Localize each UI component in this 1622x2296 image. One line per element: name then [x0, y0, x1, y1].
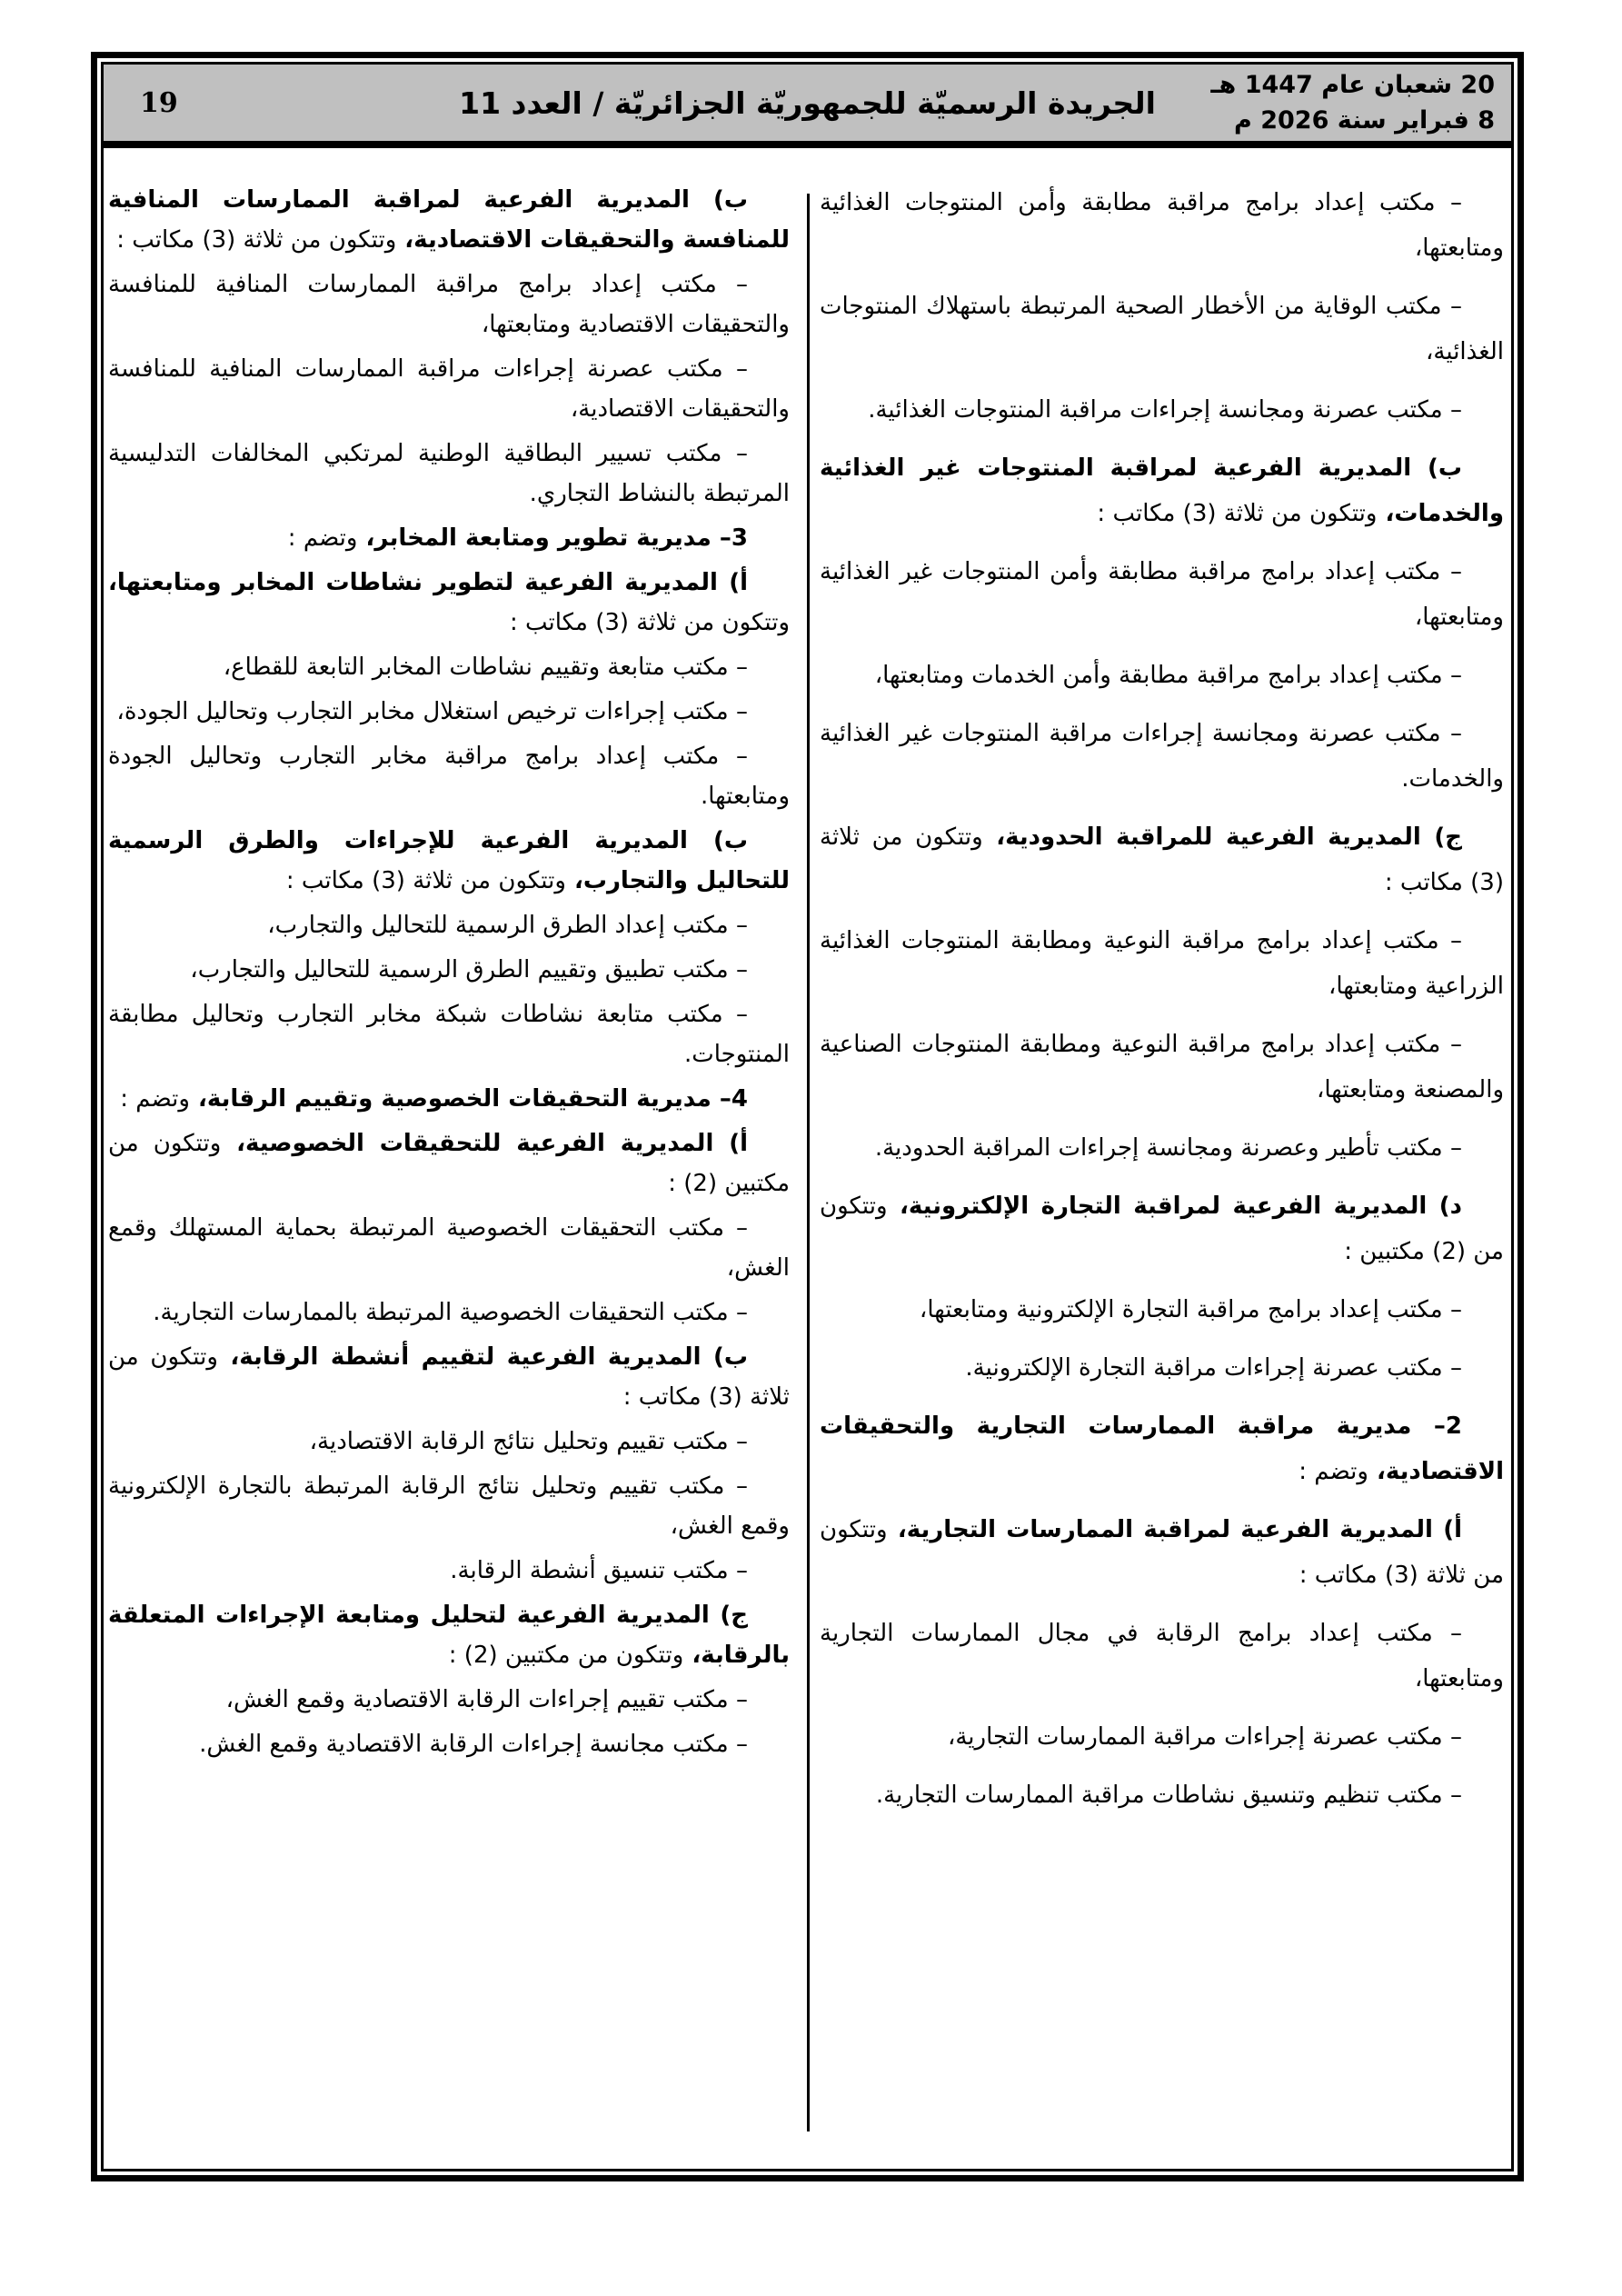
- office-bullet: – مكتب إعداد برامج مراقبة مطابقة وأمن الخدمات ومتابعتها،: [874, 662, 1462, 689]
- section-heading: ب) المديرية الفرعية لمراقبة المنتوجات غير الغذائية والخدمات، وتتكون من ثلاثة (3) مكاتب :: [820, 454, 1504, 527]
- office-bullet: – مكتب تنسيق أنشطة الرقابة.: [450, 1557, 748, 1584]
- office-bullet: – مكتب تنظيم وتنسيق نشاطات مراقبة الممارسات التجارية.: [875, 1782, 1462, 1809]
- section-heading: 3– مديرية تطوير ومتابعة المخابر، وتضم :: [287, 524, 748, 552]
- heading-bold-lead: ب) المديرية الفرعية للإجراءات والطرق الرسمية للتحاليل والتجارب،: [108, 827, 790, 894]
- section-heading: أ) المديرية الفرعية لمراقبة الممارسات التجارية، وتتكون من ثلاثة (3) مكاتب :: [820, 1516, 1504, 1589]
- office-bullet: – مكتب إعداد الطرق الرسمية للتحاليل والتجارب،: [267, 912, 748, 939]
- page-number: 19: [140, 86, 178, 119]
- office-bullet: – مكتب التحقيقات الخصوصية المرتبطة بحماية المستهلك وقمع الغش،: [108, 1214, 790, 1282]
- office-bullet: – مكتب إعداد برامج مراقبة مطابقة وأمن المنتوجات الغذائية ومتابعتها،: [820, 189, 1504, 262]
- office-bullet: – مكتب إعداد برامج مراقبة النوعية ومطابقة المنتوجات الصناعية والمصنعة ومتابعتها،: [820, 1031, 1504, 1103]
- office-bullet: – مكتب مجانسة إجراءات الرقابة الاقتصادية وقمع الغش.: [199, 1731, 748, 1758]
- section-heading: ب) المديرية الفرعية لمراقبة الممارسات المنافية للمنافسة والتحقيقات الاقتصادية، وتتكون من ثلاثة (3) مكاتب :: [108, 186, 790, 254]
- heading-bold-lead: ب) المديرية الفرعية لمراقبة المنتوجات غير الغذائية والخدمات،: [820, 454, 1504, 527]
- office-bullet: – مكتب إعداد برامج مراقبة مطابقة وأمن المنتوجات غير الغذائية ومتابعتها،: [820, 558, 1504, 631]
- office-bullet: – مكتب عصرنة إجراءات مراقبة الممارسات المنافية للمنافسة والتحقيقات الاقتصادية،: [108, 355, 790, 423]
- heading-bold-lead: أ) المديرية الفرعية للتحقيقات الخصوصية،: [221, 1130, 749, 1157]
- office-bullet: – مكتب متابعة نشاطات شبكة مخابر التجارب وتحاليل مطابقة المنتوجات.: [108, 1001, 790, 1068]
- office-bullet: – مكتب الوقاية من الأخطار الصحية المرتبطة باستهلاك المنتوجات الغذائية،: [820, 293, 1504, 365]
- office-bullet: – مكتب تقييم وتحليل نتائج الرقابة الاقتصادية،: [309, 1428, 748, 1455]
- heading-bold-lead: ب) المديرية الفرعية لمراقبة الممارسات المنافية للمنافسة والتحقيقات الاقتصادية،: [108, 186, 790, 254]
- office-bullet: – مكتب إجراءات ترخيص استغلال مخابر التجارب وتحاليل الجودة،: [116, 698, 748, 725]
- section-heading: 2– مديرية مراقبة الممارسات التجارية والتحقيقات الاقتصادية، وتضم :: [820, 1413, 1504, 1485]
- heading-bold-lead: ب) المديرية الفرعية لتقييم أنشطة الرقابة،: [217, 1343, 748, 1371]
- journal-title: الجريدة الرسميّة للجمهوريّة الجزائريّة / العدد 11: [459, 85, 1156, 121]
- heading-bold-lead: 2– مديرية مراقبة الممارسات التجارية والتحقيقات الاقتصادية،: [820, 1413, 1504, 1485]
- section-heading: ب) المديرية الفرعية للإجراءات والطرق الرسمية للتحاليل والتجارب، وتتكون من ثلاثة (3) مكاتب :: [108, 827, 790, 894]
- section-heading: ب) المديرية الفرعية لتقييم أنشطة الرقابة، وتتكون من ثلاثة (3) مكاتب :: [108, 1343, 790, 1411]
- page-header: [104, 65, 1511, 148]
- office-bullet: – مكتب عصرنة إجراءات مراقبة الممارسات التجارية،: [947, 1723, 1462, 1751]
- left-column: [108, 180, 790, 2143]
- office-bullet: – مكتب تقييم إجراءات الرقابة الاقتصادية وقمع الغش،: [225, 1686, 748, 1713]
- section-heading: أ) المديرية الفرعية للتحقيقات الخصوصية، وتتكون من مكتبين (2) :: [108, 1130, 790, 1197]
- office-bullet: – مكتب تأطير وعصرنة ومجانسة إجراءات المراقبة الحدودية.: [874, 1134, 1462, 1162]
- office-bullet: – مكتب تقييم وتحليل نتائج الرقابة المرتبطة بالتجارة الإلكترونية وقمع الغش،: [108, 1472, 790, 1540]
- office-bullet: – مكتب إعداد برامج مراقبة مخابر التجارب وتحاليل الجودة ومتابعتها.: [108, 743, 790, 810]
- section-heading: ج) المديرية الفرعية للمراقبة الحدودية، وتتكون من ثلاثة (3) مكاتب :: [820, 824, 1504, 896]
- office-bullet: – مكتب إعداد برامج مراقبة الممارسات المنافية للمنافسة والتحقيقات الاقتصادية ومتابعتها،: [108, 271, 790, 338]
- section-heading: د) المديرية الفرعية لمراقبة التجارة الإلكترونية، وتتكون من (2) مكتبين :: [820, 1193, 1504, 1265]
- office-bullet: – مكتب تطبيق وتقييم الطرق الرسمية للتحاليل والتجارب،: [190, 956, 748, 983]
- office-bullet: – مكتب إعداد برامج مراقبة النوعية ومطابقة المنتوجات الغذائية الزراعية ومتابعتها،: [820, 927, 1504, 1000]
- heading-bold-lead: أ) المديرية الفرعية لمراقبة الممارسات التجارية،: [887, 1516, 1462, 1543]
- section-heading: ج) المديرية الفرعية لتحليل ومتابعة الإجراءات المتعلقة بالرقابة، وتتكون من مكتبين (2) :: [108, 1602, 790, 1669]
- office-bullet: – مكتب التحقيقات الخصوصية المرتبطة بالممارسات التجارية.: [153, 1299, 748, 1326]
- office-bullet: – مكتب عصرنة ومجانسة إجراءات مراقبة المنتوجات غير الغذائية والخدمات.: [820, 720, 1504, 793]
- gregorian-date: 8 فبراير سنة 2026 م: [1234, 106, 1495, 135]
- office-bullet: – مكتب إعداد برامج الرقابة في مجال الممارسات التجارية ومتابعتها،: [820, 1620, 1504, 1692]
- section-heading: أ) المديرية الفرعية لتطوير نشاطات المخابر ومتابعتها، وتتكون من ثلاثة (3) مكاتب :: [108, 569, 790, 636]
- heading-bold-lead: 4– مديرية التحقيقات الخصوصية وتقييم الرقابة،: [189, 1085, 748, 1113]
- office-bullet: – مكتب تسيير البطاقية الوطنية لمرتكبي المخالفات التدليسية المرتبطة بالنشاط التجاري.: [108, 440, 790, 507]
- heading-bold-lead: 3– مديرية تطوير ومتابعة المخابر،: [357, 524, 748, 552]
- right-column: [820, 180, 1504, 2143]
- hijri-date: 20 شعبان عام 1447 هـ: [1210, 70, 1495, 99]
- office-bullet: – مكتب إعداد برامج مراقبة التجارة الإلكترونية ومتابعتها،: [919, 1296, 1462, 1323]
- office-bullet: – مكتب عصرنة إجراءات مراقبة التجارة الإلكترونية.: [965, 1354, 1462, 1382]
- heading-bold-lead: د) المديرية الفرعية لمراقبة التجارة الإلكترونية،: [887, 1193, 1462, 1220]
- heading-bold-lead: ج) المديرية الفرعية للمراقبة الحدودية،: [982, 824, 1462, 851]
- office-bullet: – مكتب عصرنة ومجانسة إجراءات مراقبة المنتوجات الغذائية.: [868, 396, 1462, 424]
- section-heading: 4– مديرية التحقيقات الخصوصية وتقييم الرقابة، وتضم :: [120, 1085, 748, 1113]
- column-divider-rule: [807, 194, 810, 2131]
- heading-bold-lead: أ) المديرية الفرعية لتطوير نشاطات المخابر ومتابعتها،: [108, 569, 748, 596]
- header-dates: [1211, 67, 1511, 138]
- heading-bold-lead: ج) المديرية الفرعية لتحليل ومتابعة الإجراءات المتعلقة بالرقابة،: [108, 1602, 790, 1669]
- office-bullet: – مكتب متابعة وتقييم نشاطات المخابر التابعة للقطاع،: [223, 654, 748, 681]
